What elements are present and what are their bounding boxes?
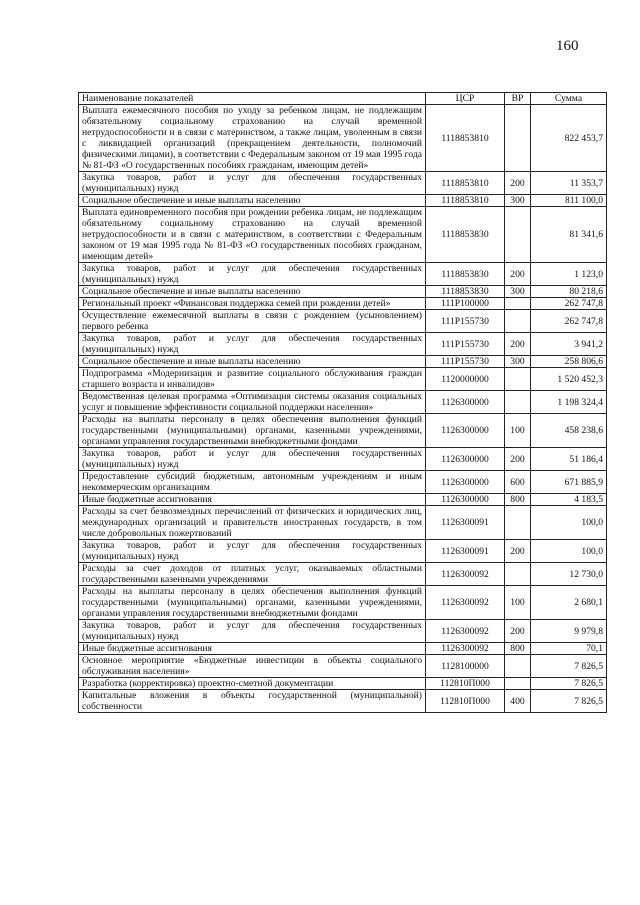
row-vr-cell xyxy=(505,310,531,333)
row-sum-cell: 51 186,4 xyxy=(531,448,607,471)
row-vr-cell xyxy=(505,207,531,263)
row-name-cell: Иные бюджетные ассигнования xyxy=(79,494,426,506)
table-row xyxy=(79,448,607,471)
row-code-cell: 1126300000 xyxy=(426,391,505,414)
row-name-cell: Подпрограмма «Модернизация и развитие социального обслуживания граждан старшего возраста и инвалидов» xyxy=(79,368,426,391)
table-row xyxy=(79,391,607,414)
page-number: 160 xyxy=(556,38,579,54)
row-vr-cell: 600 xyxy=(505,471,531,494)
budget-table xyxy=(78,92,607,713)
row-sum-cell: 12 730,0 xyxy=(531,563,607,586)
row-name-cell: Расходы за счет доходов от платных услуг, оказываемых областными государственными казенными учреждениями xyxy=(79,563,426,586)
table-row xyxy=(79,333,607,356)
row-sum-cell: 811 100,0 xyxy=(531,195,607,207)
table-row xyxy=(79,690,607,713)
row-name-cell: Предоставление субсидий бюджетным, автономным учреждениям и иным некоммерческим организациям xyxy=(79,471,426,494)
row-code-cell: 1126300092 xyxy=(426,620,505,643)
row-code-cell: 1126300092 xyxy=(426,586,505,620)
header-code: ЦСР xyxy=(426,93,505,105)
row-vr-cell: 200 xyxy=(505,540,531,563)
row-name-cell: Выплата ежемесячного пособия по уходу за ребенком лицам, не подлежащим обязательному социальному страхованию на случай временной нетрудоспособности и в связи с материнством, а также лицам, уволенным в связи с ликвидацией организаций (прекращением деятельности, полномочий физическими лицами), в соответствии с Федеральным законом от 19 мая 1995 года № 81-ФЗ «О государственных пособиях гражданам, имеющим детей» xyxy=(79,105,426,172)
row-name-cell: Основное мероприятие «Бюджетные инвестиции в объекты социального обслуживания населения» xyxy=(79,655,426,678)
row-code-cell: 1126300000 xyxy=(426,471,505,494)
row-sum-cell: 11 353,7 xyxy=(531,172,607,195)
row-name-cell: Разработка (корректировка) проектно-сметной документации xyxy=(79,678,426,690)
row-vr-cell: 200 xyxy=(505,448,531,471)
row-code-cell: 1118853830 xyxy=(426,207,505,263)
row-code-cell: 112810П000 xyxy=(426,678,505,690)
table-row xyxy=(79,506,607,540)
row-code-cell: 1118853810 xyxy=(426,195,505,207)
table-row xyxy=(79,356,607,368)
row-code-cell: 1126300000 xyxy=(426,414,505,448)
table-row xyxy=(79,586,607,620)
row-name-cell: Социальное обеспечение и иные выплаты населению xyxy=(79,195,426,207)
row-vr-cell xyxy=(505,105,531,172)
table-row xyxy=(79,414,607,448)
row-code-cell: 1128100000 xyxy=(426,655,505,678)
row-code-cell: 1118853810 xyxy=(426,172,505,195)
table-row xyxy=(79,620,607,643)
row-code-cell: 1118853830 xyxy=(426,263,505,286)
row-sum-cell: 7 826,5 xyxy=(531,655,607,678)
table-row xyxy=(79,105,607,172)
row-name-cell: Закупка товаров, работ и услуг для обеспечения государственных (муниципальных) нужд xyxy=(79,620,426,643)
table-row xyxy=(79,643,607,655)
row-sum-cell: 2 680,1 xyxy=(531,586,607,620)
row-sum-cell: 1 198 324,4 xyxy=(531,391,607,414)
row-sum-cell: 9 979,8 xyxy=(531,620,607,643)
row-code-cell: 1118853810 xyxy=(426,105,505,172)
row-name-cell: Закупка товаров, работ и услуг для обеспечения государственных (муниципальных) нужд xyxy=(79,333,426,356)
row-name-cell: Расходы на выплаты персоналу в целях обеспечения выполнения функций государственными (муниципальными) органами, казенными учреждениями, органами управления государственными внебюджетными фондами xyxy=(79,414,426,448)
row-sum-cell: 262 747,8 xyxy=(531,298,607,310)
row-vr-cell xyxy=(505,655,531,678)
row-sum-cell: 70,1 xyxy=(531,643,607,655)
table-row xyxy=(79,298,607,310)
row-sum-cell: 458 238,6 xyxy=(531,414,607,448)
row-code-cell: 1126300092 xyxy=(426,643,505,655)
table-row xyxy=(79,655,607,678)
row-sum-cell: 1 520 452,3 xyxy=(531,368,607,391)
row-vr-cell xyxy=(505,678,531,690)
row-vr-cell: 200 xyxy=(505,333,531,356)
row-sum-cell: 822 453,7 xyxy=(531,105,607,172)
table-row xyxy=(79,678,607,690)
row-sum-cell: 1 123,0 xyxy=(531,263,607,286)
row-name-cell: Расходы за счет безвозмездных перечислений от физических и юридических лиц, международных организаций и правительств иностранных государств, в том числе добровольных пожертвований xyxy=(79,506,426,540)
row-vr-cell: 200 xyxy=(505,172,531,195)
row-name-cell: Капитальные вложения в объекты государственной (муниципальной) собственности xyxy=(79,690,426,713)
row-code-cell: 1126300092 xyxy=(426,563,505,586)
row-name-cell: Социальное обеспечение и иные выплаты населению xyxy=(79,356,426,368)
row-vr-cell: 100 xyxy=(505,586,531,620)
row-code-cell: 1126300091 xyxy=(426,506,505,540)
table-header-row xyxy=(79,93,607,105)
row-name-cell: Иные бюджетные ассигнования xyxy=(79,643,426,655)
row-name-cell: Закупка товаров, работ и услуг для обеспечения государственных (муниципальных) нужд xyxy=(79,263,426,286)
row-vr-cell: 400 xyxy=(505,690,531,713)
row-sum-cell: 671 885,9 xyxy=(531,471,607,494)
row-code-cell: 1126300091 xyxy=(426,540,505,563)
row-vr-cell xyxy=(505,563,531,586)
table-row xyxy=(79,207,607,263)
row-code-cell: 112810П000 xyxy=(426,690,505,713)
row-code-cell: 1120000000 xyxy=(426,368,505,391)
row-sum-cell: 81 341,6 xyxy=(531,207,607,263)
row-name-cell: Расходы на выплаты персоналу в целях обеспечения выполнения функций государственными (муниципальными) органами, казенными учреждениями, органами управления государственными внебюджетными фондами xyxy=(79,586,426,620)
row-sum-cell: 262 747,8 xyxy=(531,310,607,333)
table-row xyxy=(79,494,607,506)
row-vr-cell: 300 xyxy=(505,286,531,298)
table-row xyxy=(79,172,607,195)
row-name-cell: Выплата единовременного пособия при рождении ребенка лицам, не подлежащим обязательному социальному страхованию на случай временной нетрудоспособности и в связи с материнством, в соответствии с Федеральным законом от 19 мая 1995 года № 81-ФЗ «О государственных пособиях гражданам, имеющим детей» xyxy=(79,207,426,263)
row-vr-cell: 200 xyxy=(505,263,531,286)
row-code-cell: 1118853830 xyxy=(426,286,505,298)
header-vr: ВР xyxy=(505,93,531,105)
row-name-cell: Осуществление ежемесячной выплаты в связи с рождением (усыновлением) первого ребенка xyxy=(79,310,426,333)
row-vr-cell: 300 xyxy=(505,356,531,368)
row-code-cell: 1126300000 xyxy=(426,494,505,506)
header-name: Наименование показателей xyxy=(79,93,426,105)
row-vr-cell xyxy=(505,506,531,540)
row-sum-cell: 80 218,6 xyxy=(531,286,607,298)
row-sum-cell: 100,0 xyxy=(531,506,607,540)
table-row xyxy=(79,263,607,286)
row-sum-cell: 7 826,5 xyxy=(531,678,607,690)
table-row xyxy=(79,471,607,494)
table-row xyxy=(79,540,607,563)
row-sum-cell: 258 806,6 xyxy=(531,356,607,368)
row-name-cell: Закупка товаров, работ и услуг для обеспечения государственных (муниципальных) нужд xyxy=(79,448,426,471)
row-name-cell: Закупка товаров, работ и услуг для обеспечения государственных (муниципальных) нужд xyxy=(79,540,426,563)
row-vr-cell xyxy=(505,368,531,391)
row-vr-cell: 100 xyxy=(505,414,531,448)
row-code-cell: 111P155730 xyxy=(426,310,505,333)
row-code-cell: 1126300000 xyxy=(426,448,505,471)
row-vr-cell xyxy=(505,391,531,414)
row-name-cell: Закупка товаров, работ и услуг для обеспечения государственных (муниципальных) нужд xyxy=(79,172,426,195)
row-name-cell: Социальное обеспечение и иные выплаты населению xyxy=(79,286,426,298)
row-code-cell: 111P155730 xyxy=(426,333,505,356)
header-sum: Сумма xyxy=(531,93,607,105)
row-code-cell: 111P100000 xyxy=(426,298,505,310)
row-vr-cell: 800 xyxy=(505,643,531,655)
table-row xyxy=(79,310,607,333)
table-row xyxy=(79,563,607,586)
row-vr-cell xyxy=(505,298,531,310)
row-sum-cell: 100,0 xyxy=(531,540,607,563)
row-vr-cell: 200 xyxy=(505,620,531,643)
row-sum-cell: 7 826,5 xyxy=(531,690,607,713)
table-row xyxy=(79,195,607,207)
table-body xyxy=(79,105,607,713)
row-sum-cell: 4 183,5 xyxy=(531,494,607,506)
table-row xyxy=(79,286,607,298)
row-name-cell: Региональный проект «Финансовая поддержка семей при рождении детей» xyxy=(79,298,426,310)
row-vr-cell: 800 xyxy=(505,494,531,506)
row-vr-cell: 300 xyxy=(505,195,531,207)
row-sum-cell: 3 941,2 xyxy=(531,333,607,356)
table-row xyxy=(79,368,607,391)
row-code-cell: 111P155730 xyxy=(426,356,505,368)
row-name-cell: Ведомственная целевая программа «Оптимизация системы оказания социальных услуг и повышение эффективности социальной поддержки населения» xyxy=(79,391,426,414)
